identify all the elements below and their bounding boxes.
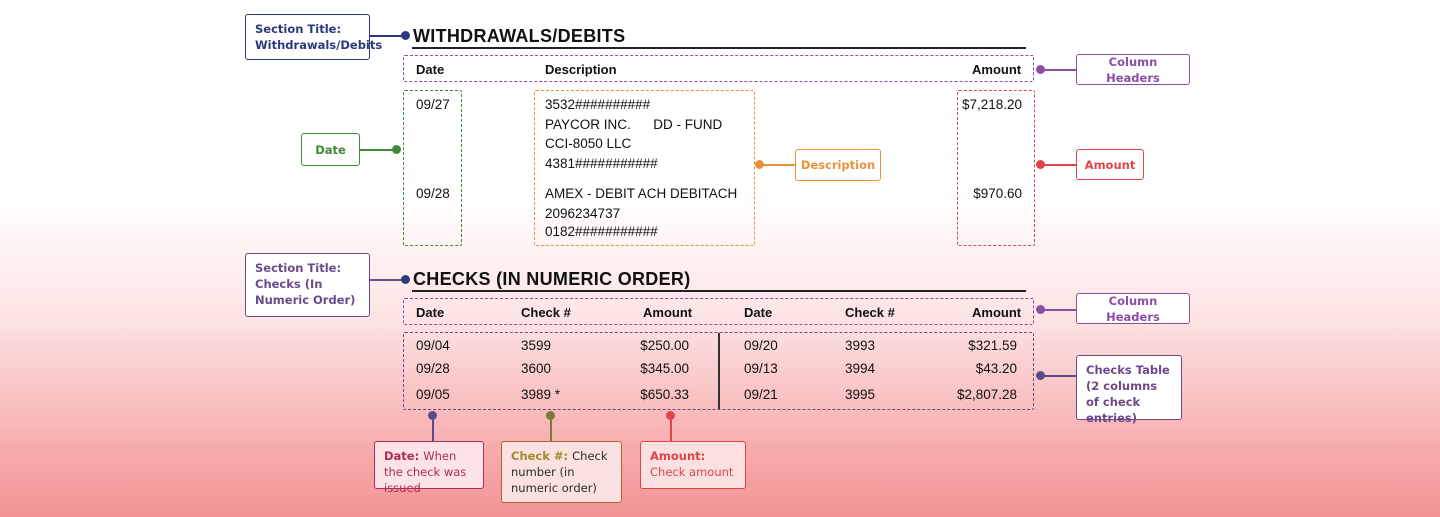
- connector-column-headers-2: [1044, 309, 1076, 311]
- callout-column-headers-2: Column Headers: [1076, 293, 1190, 324]
- checks-header-box: [403, 298, 1034, 325]
- connector-check-number: [550, 419, 552, 441]
- checks-title-rule: [412, 290, 1026, 292]
- checks-table-divider: [718, 333, 720, 409]
- check-left-2-date: 09/28: [416, 361, 450, 376]
- check-left-3-number: 3989 *: [521, 387, 561, 402]
- callout-section-title-withdrawals: [245, 14, 383, 60]
- connector-section-title-2: [370, 279, 404, 281]
- check-left-3-date: 09/05: [416, 387, 450, 402]
- checks-header-date-2: Date: [744, 305, 773, 320]
- checks-header-amount-2: Amount: [972, 305, 1022, 320]
- callout-section-title-withdrawals-text: Withdrawals/Debits: [255, 38, 383, 52]
- connector-dot-section-title-2: [401, 275, 410, 284]
- withdrawals-header-amount: Amount: [972, 62, 1022, 77]
- withdrawals-header-box: [403, 55, 1034, 82]
- check-left-3-amount: $650.33: [640, 387, 689, 402]
- connector-check-amount: [670, 419, 672, 441]
- withdrawal-row-2-desc-line-3: 0182###########: [545, 224, 658, 239]
- callout-section-title-checks: [245, 253, 370, 317]
- checks-header-amount: Amount: [643, 305, 693, 320]
- check-left-1-date: 09/04: [416, 338, 450, 353]
- withdrawal-row-1-amount: $7,218.20: [961, 97, 1022, 112]
- withdrawal-row-1-desc-line-3: CCI-8050 LLC: [545, 136, 632, 151]
- connector-checks-table: [1044, 375, 1076, 377]
- check-left-2-amount: $345.00: [640, 361, 689, 376]
- callout-section-title-checks-label: Section Title:: [255, 261, 342, 275]
- withdrawal-row-1-desc-line-4: 4381###########: [545, 156, 658, 171]
- check-right-2-number: 3994: [845, 361, 876, 376]
- checks-header-check-2: Check #: [845, 305, 895, 320]
- callout-check-amount-text: Check amount: [650, 465, 734, 479]
- connector-amount: [1044, 164, 1076, 166]
- callout-check-amount: [640, 441, 746, 489]
- connector-dot-section-title-1: [401, 31, 410, 40]
- callout-check-number: [501, 441, 622, 503]
- withdrawal-row-2-amount: $970.60: [973, 186, 1022, 201]
- check-right-2-amount: $43.20: [975, 361, 1017, 376]
- connector-check-date: [432, 419, 434, 441]
- callout-check-date-text: When the check was issued: [384, 449, 467, 495]
- callout-date: Date: [301, 133, 360, 166]
- withdrawal-row-2-desc-line-2: 2096234737: [545, 206, 621, 221]
- checks-header-date: Date: [416, 305, 445, 320]
- connector-section-title-1: [370, 35, 404, 37]
- withdrawals-header-date: Date: [416, 62, 445, 77]
- withdrawal-row-2-date: 09/28: [416, 186, 450, 201]
- withdrawal-row-2-desc-line-1: AMEX - DEBIT ACH DEBITACH: [545, 186, 738, 201]
- callout-column-headers-1: Column Headers: [1076, 54, 1190, 85]
- callout-section-title-checks-text: Checks (In Numeric Order): [255, 277, 356, 307]
- connector-description: [763, 164, 795, 166]
- check-right-3-date: 09/21: [744, 387, 778, 402]
- callout-check-number-text: Check number (in numeric order): [511, 449, 608, 495]
- withdrawals-header-description: Description: [545, 62, 617, 77]
- check-right-3-amount: $2,807.28: [956, 387, 1017, 402]
- withdrawal-row-1-date: 09/27: [416, 97, 450, 112]
- connector-dot-date: [392, 145, 401, 154]
- connector-column-headers-1: [1044, 69, 1076, 71]
- check-right-1-amount: $321.59: [968, 338, 1017, 353]
- check-right-1-date: 09/20: [744, 338, 778, 353]
- checks-header-check: Check #: [521, 305, 571, 320]
- callout-check-amount-label: Amount:: [650, 449, 706, 463]
- callout-description: Description: [795, 149, 881, 181]
- check-right-3-number: 3995: [845, 387, 876, 402]
- check-right-2-date: 09/13: [744, 361, 778, 376]
- amount-column-box: [957, 90, 1035, 246]
- check-left-1-number: 3599: [521, 338, 552, 353]
- check-right-1-number: 3993: [845, 338, 876, 353]
- checks-title: CHECKS (IN NUMERIC ORDER): [413, 269, 691, 289]
- callout-check-number-label: Check #:: [511, 449, 569, 463]
- callout-amount: Amount: [1076, 149, 1144, 180]
- callout-check-date-label: Date:: [384, 449, 420, 463]
- check-left-2-number: 3600: [521, 361, 552, 376]
- withdrawal-row-1-desc-line-1: 3532##########: [545, 97, 651, 112]
- callout-checks-table: Checks Table (2 columns of check entries): [1076, 355, 1182, 420]
- withdrawals-title-rule: [412, 47, 1026, 49]
- callout-check-date: [374, 441, 484, 495]
- callout-section-title-withdrawals-label: Section Title:: [255, 22, 342, 36]
- connector-date: [360, 149, 396, 151]
- date-column-box: [403, 90, 462, 246]
- withdrawals-title: WITHDRAWALS/DEBITS: [413, 26, 626, 46]
- withdrawal-row-1-desc-line-2: PAYCOR INC. DD - FUND: [545, 117, 723, 132]
- check-left-1-amount: $250.00: [640, 338, 689, 353]
